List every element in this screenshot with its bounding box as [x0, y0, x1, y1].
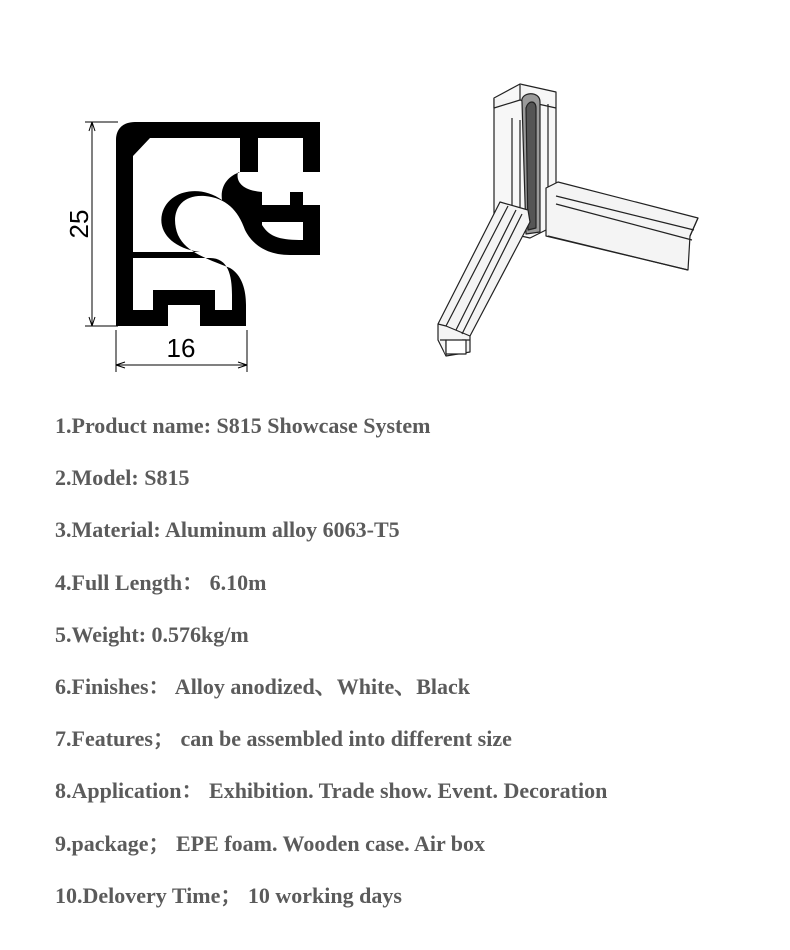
- corner-assembly-drawing: [430, 70, 710, 370]
- spec-application: 8.Application： Exhibition. Trade show. Event. Decoration: [55, 778, 608, 804]
- spec-product-name: 1.Product name: S815 Showcase System: [55, 413, 431, 438]
- spec-delivery-time: 10.Delovery Time； 10 working days: [55, 882, 402, 908]
- spec-finishes: 6.Finishes： Alloy anodized、White、Black: [55, 673, 470, 699]
- product-spec-list: [55, 408, 775, 930]
- spec-full-length: 4.Full Length： 6.10m: [55, 569, 267, 595]
- spec-package: 9.package； EPE foam. Wooden case. Air box: [55, 830, 486, 856]
- spec-model: 2.Model: S815: [55, 465, 190, 491]
- right-rail: [546, 182, 698, 270]
- height-dimension-label: 25: [64, 209, 94, 239]
- spec-features: 7.Features； can be assembled into different size: [55, 726, 512, 752]
- width-dimension-label: 16: [166, 333, 196, 363]
- left-rail: [438, 202, 530, 356]
- aluminum-profile-shape: [116, 122, 320, 326]
- spec-material: 3.Material: Aluminum alloy 6063-T5: [55, 517, 400, 543]
- profile-cross-section-drawing: [50, 110, 340, 385]
- spec-weight: 5.Weight: 0.576kg/m: [55, 621, 249, 647]
